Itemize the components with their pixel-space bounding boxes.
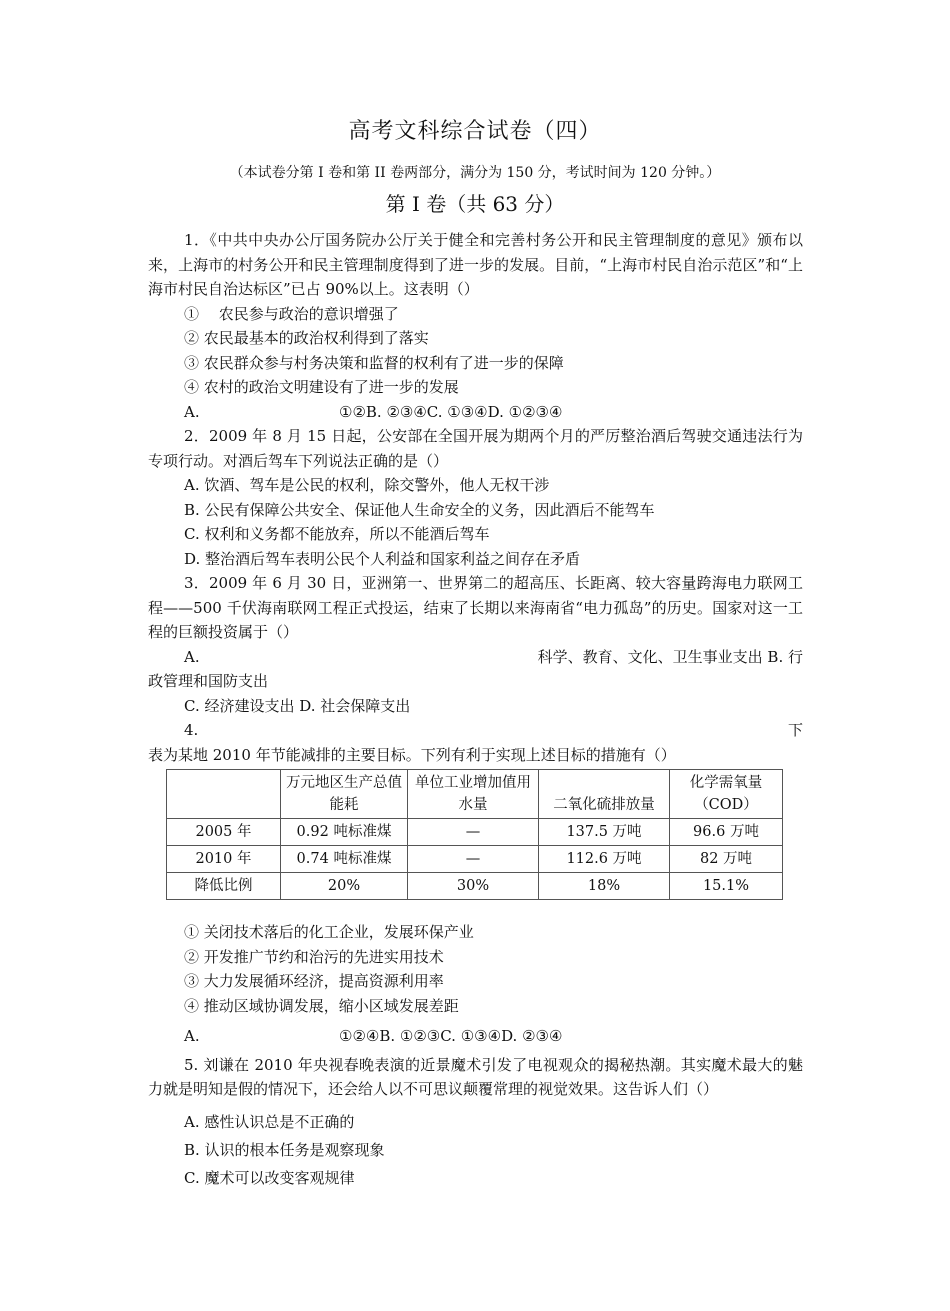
table-cell: 112.6 万吨 bbox=[539, 846, 670, 873]
table-cell: 2010 年 bbox=[167, 846, 281, 873]
section-heading: 第 I 卷（共 63 分） bbox=[385, 192, 565, 216]
question-4-item: ② 开发推广节约和治污的先进实用技术 bbox=[184, 947, 444, 966]
table-header-cell: 万元地区生产总值能耗 bbox=[281, 770, 408, 819]
table-cell: 降低比例 bbox=[167, 873, 281, 900]
table-header-cell: 二氧化硫排放量 bbox=[539, 770, 670, 819]
table-cell: 0.74 吨标准煤 bbox=[281, 846, 408, 873]
question-5-stem: 5. 刘谦在 2010 年央视春晚表演的近景魔术引发了电视观众的揭秘热潮。其实魔术最大的魅力就是明知是假的情况下，还会给人以不可思议颠覆常理的视觉效果。这告诉人们（） bbox=[148, 1055, 803, 1098]
table-cell: 82 万吨 bbox=[670, 846, 783, 873]
choice-label: A. bbox=[184, 402, 200, 421]
choice-label: A. bbox=[184, 1027, 200, 1045]
question-3-choice-cd: C. 经济建设支出 D. 社会保障支出 bbox=[184, 696, 411, 715]
question-2-option: A. 饮酒、驾车是公民的权利，除交警外，他人无权干涉 bbox=[184, 476, 550, 494]
question-5-option: B. 认识的根本任务是观察现象 bbox=[184, 1140, 385, 1159]
table-header-row bbox=[167, 770, 783, 819]
exam-subtitle: （本试卷分第 I 卷和第 II 卷两部分，满分为 150 分，考试时间为 120 分钟。） bbox=[229, 165, 721, 181]
choice-options: ①②B. ②③④C. ①③④D. ①②③④ bbox=[339, 402, 563, 421]
question-4-lead-char: 下 bbox=[787, 721, 803, 739]
questions bbox=[148, 228, 803, 1192]
table-cell: 2005 年 bbox=[167, 819, 281, 846]
question-3-choice-cont: 政管理和国防支出 bbox=[148, 672, 269, 690]
table-header-cell bbox=[167, 770, 281, 819]
question-3-stem: 3．2009 年 6 月 30 日，亚洲第一、世界第二的超高压、长距离、较大容量跨海电力联网工程——500 千伏海南联网工程正式投运，结束了长期以来海南省“电力孤岛”的历史。国家对这一工程的巨额投资属于（） bbox=[148, 574, 803, 641]
table-cell: 137.5 万吨 bbox=[539, 819, 670, 846]
question-4-lead bbox=[148, 718, 803, 743]
question-2-stem: 2．2009 年 8 月 15 日起，公安部在全国开展为期两个月的严厉整治酒后驾驶交通违法行为专项行动。对酒后驾车下列说法正确的是（） bbox=[148, 427, 803, 470]
table-row bbox=[167, 846, 783, 873]
question-1-choices bbox=[148, 400, 803, 425]
question-3-choice-row bbox=[148, 645, 803, 670]
question-5-option: C. 魔术可以改变客观规律 bbox=[184, 1168, 355, 1187]
table-cell: 18% bbox=[539, 873, 670, 900]
exam-title: 高考文科综合试卷（四） bbox=[348, 119, 602, 144]
table-cell: 0.92 吨标准煤 bbox=[281, 819, 408, 846]
question-1-item: ③ 农民群众参与村务决策和监督的权利有了进一步的保障 bbox=[184, 353, 564, 372]
question-4-item: ④ 推动区域协调发展，缩小区域发展差距 bbox=[184, 996, 459, 1015]
question-1-item: ① 农民参与政治的意识增强了 bbox=[184, 304, 399, 323]
question-2-option: D. 整治酒后驾车表明公民个人利益和国家利益之间存在矛盾 bbox=[184, 549, 581, 568]
question-4-item: ① 关闭技术落后的化工企业，发展环保产业 bbox=[184, 923, 474, 941]
question-1-stem: 1．《中共中央办公厅国务院办公厅关于健全和完善村务公开和民主管理制度的意见》颁布以来，上海市的村务公开和民主管理制度得到了进一步的发展。目前，“上海市村民自治示范区”和“上海市村民自治达标区”已占 90%以上。这表明（） bbox=[148, 231, 803, 298]
choice-label: A. bbox=[184, 647, 200, 666]
table-cell: 96.6 万吨 bbox=[670, 819, 783, 846]
table-row bbox=[167, 873, 783, 900]
question-4-number: 4. bbox=[184, 721, 199, 739]
question-2-option: B. 公民有保障公共安全、保证他人生命安全的义务，因此酒后不能驾车 bbox=[184, 500, 655, 519]
table-header-cell: 化学需氧量（COD） bbox=[670, 770, 783, 819]
table-cell: — bbox=[408, 819, 539, 846]
table-row bbox=[167, 819, 783, 846]
question-1-item: ② 农民最基本的政治权利得到了落实 bbox=[184, 329, 429, 347]
table-cell: 15.1% bbox=[670, 873, 783, 900]
table-header-cell: 单位工业增加值用水量 bbox=[408, 770, 539, 819]
question-4-choices bbox=[148, 1024, 803, 1049]
table-cell: 30% bbox=[408, 873, 539, 900]
table-cell: — bbox=[408, 846, 539, 873]
question-2-option: C. 权利和义务都不能放弃，所以不能酒后驾车 bbox=[184, 525, 490, 543]
table-cell: 20% bbox=[281, 873, 408, 900]
question-5-option: A. 感性认识总是不正确的 bbox=[184, 1112, 355, 1131]
question-1-item: ④ 农村的政治文明建设有了进一步的发展 bbox=[184, 378, 459, 396]
target-table bbox=[166, 769, 783, 900]
question-4-item: ③ 大力发展循环经济，提高资源利用率 bbox=[184, 972, 444, 990]
choice-text: 科学、教育、文化、卫生事业支出 B. 行 bbox=[537, 647, 803, 666]
choice-options: ①②④B. ①②③C. ①③④D. ②③④ bbox=[339, 1027, 563, 1045]
question-4-stem: 表为某地 2010 年节能减排的主要目标。下列有利于实现上述目标的措施有（） bbox=[148, 745, 676, 764]
